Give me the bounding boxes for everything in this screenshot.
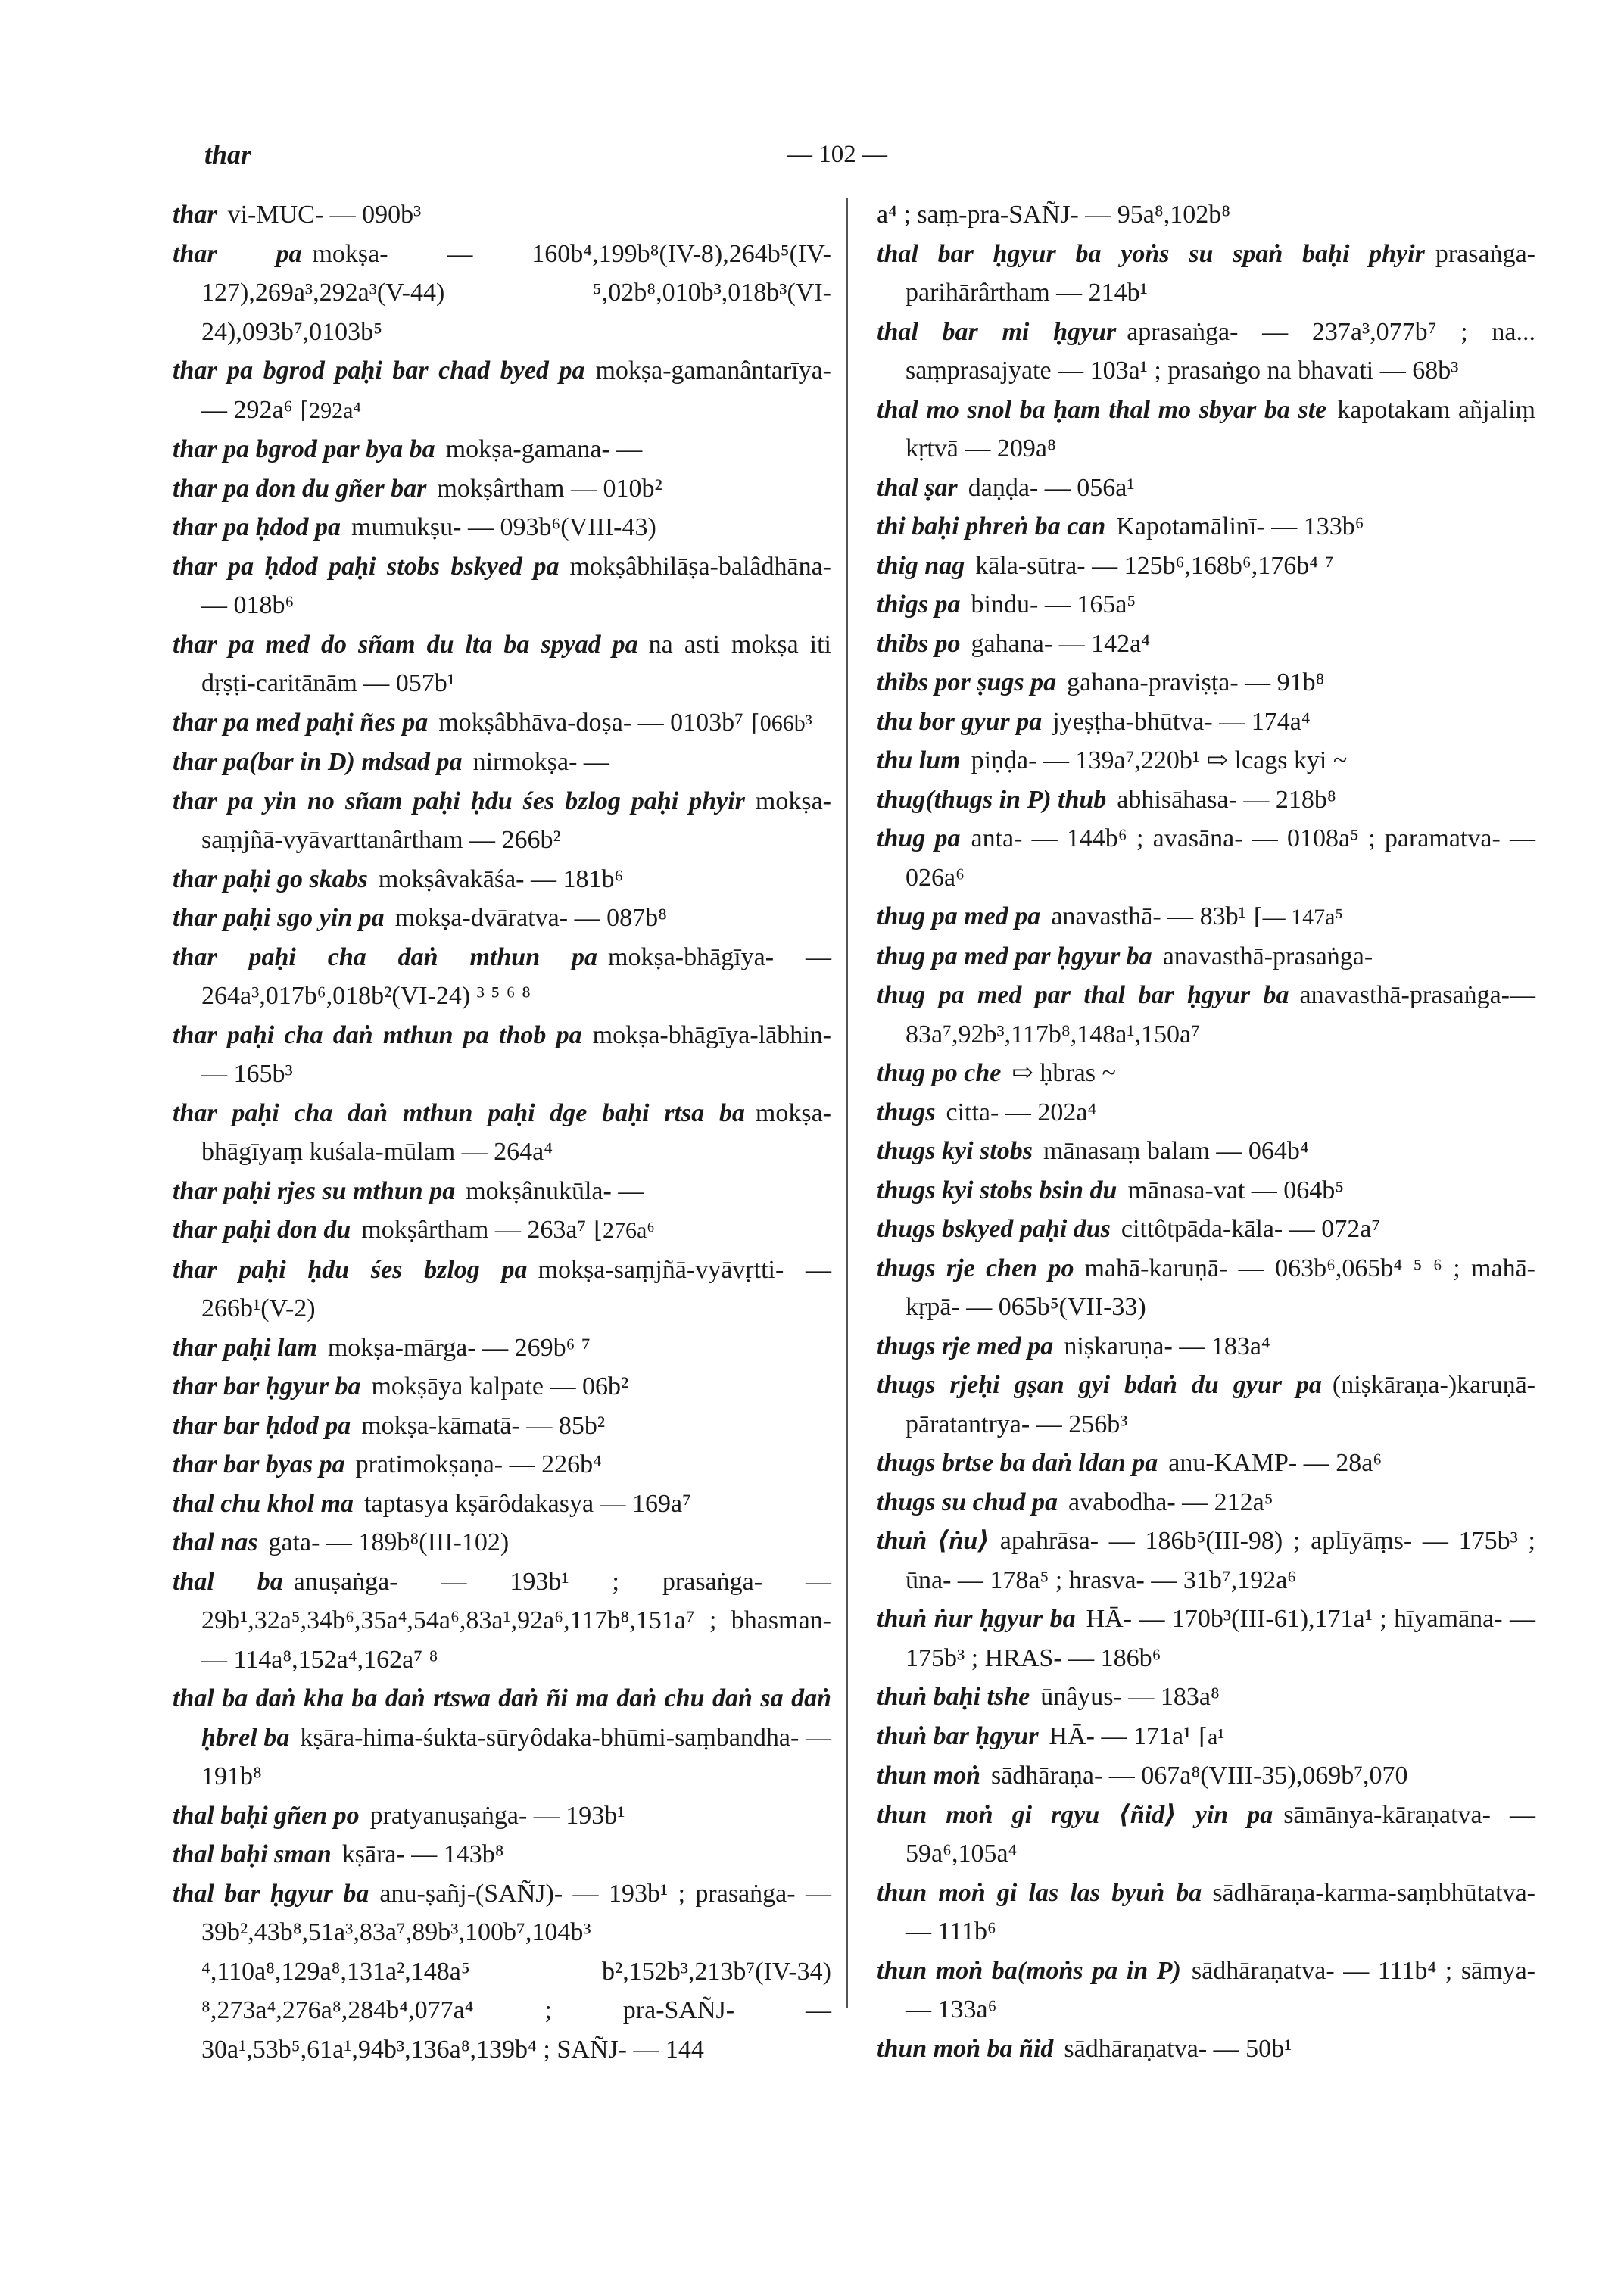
entry-gloss: daṇḍa- — 056a¹: [968, 473, 1135, 502]
entry-headword: thar pa bgrod paḥi bar chad byed pa: [173, 357, 585, 385]
entry-gloss: mokṣârtham — 010b²: [437, 474, 662, 503]
dictionary-entry: [877, 741, 1535, 780]
entry-headword: thar bar byas pa: [173, 1450, 345, 1478]
entry-headword: thug pa med pa: [877, 902, 1041, 930]
entry-gloss: aprasaṅga- — 237a³,077b⁷ ; na... saṃprasajyate — 103a¹ ; prasaṅgo na bhavati — 68b³: [906, 317, 1535, 385]
margin-reference: ⌈292a⁴: [300, 397, 361, 423]
entry-headword: thar paḥi cha daṅ mthun paḥi dge baḥi rtsa ba: [173, 1098, 745, 1127]
entry-headword: thug(thugs in P) thub: [877, 785, 1107, 814]
dictionary-entry: [173, 1367, 831, 1407]
entry-gloss: prasaṅga-parihārârtham — 214b¹: [906, 239, 1535, 307]
dictionary-entry: [877, 1327, 1535, 1366]
entry-gloss: Kapotamālinī- — 133b⁶: [1116, 512, 1364, 541]
entry-headword: thar pa don du gñer bar: [173, 474, 427, 503]
dictionary-entry: [877, 1522, 1535, 1600]
dictionary-entry: [173, 1796, 831, 1836]
dictionary-entry: [877, 1483, 1535, 1522]
entry-headword: thal mo snol ba ḥam thal mo sbyar ba ste: [877, 395, 1327, 424]
dictionary-entry: [173, 743, 831, 782]
left-column: [173, 195, 831, 2069]
dictionary-entry: [877, 1717, 1535, 1757]
entry-headword: thar pa bgrod par bya ba: [173, 435, 435, 463]
dictionary-entry: [173, 782, 831, 860]
entry-gloss: sāmānya-kāraṇatva- — 59a⁶,105a⁴: [906, 1800, 1535, 1868]
entry-gloss: anta- — 144b⁶ ; avasāna- — 0108a⁵ ; paramatva- — 026a⁶: [906, 824, 1535, 892]
entry-headword: thugs kyi stobs: [877, 1137, 1033, 1165]
entry-gloss: sādhāraṇa-karma-saṃbhūtatva- — 111b⁶: [906, 1878, 1535, 1946]
dictionary-entry: [877, 1444, 1535, 1483]
entry-gloss: anuṣaṅga- — 193b¹ ; prasaṅga- — 29b¹,32a⁵,34b⁶,35a⁴,54a⁶,83a¹,92a⁶,117b⁸,151a⁷ ; bhasman- — 114a⁸,152a⁴,162a⁷ ⁸: [201, 1567, 831, 1674]
entry-headword: thal bar ḥgyur ba yoṅs su spaṅ baḥi phyir: [877, 239, 1425, 268]
entry-gloss: niṣkaruṇa- — 183a⁴: [1064, 1332, 1270, 1360]
entry-gloss: mānasa-vat — 064b⁵: [1127, 1176, 1345, 1204]
entry-headword: thugs bskyed paḥi dus: [877, 1215, 1111, 1243]
entry-gloss: anu-ṣañj-(SAÑJ)- — 193b¹ ; prasaṅga- — 39b²,43b⁸,51a³,83a⁷,89b³,100b⁷,104b³ ⁴,110a⁸,129a⁸,131a²,148a⁵ b²,152b³,213b⁷(IV-34) ⁸,273a⁴,276a⁸,284b⁴,077a⁴ ; pra-SAÑJ- — 30a¹,53b⁵,61a¹,94b³,136a⁸,139b⁴ ; SAÑJ- — 144: [201, 1879, 831, 2064]
entry-gloss: mokṣa- — 160b⁴,199b⁸(IV-8),264b⁵(IV-127),269a³,292a³(V-44) ⁵,02b⁸,010b³,018b³(VI-24),093b⁷,0103b⁵: [201, 239, 831, 346]
dictionary-entry: [877, 391, 1535, 469]
entry-gloss: anavasthā-prasaṅga-— 83a⁷,92b³,117b⁸,148a¹,150a⁷: [906, 981, 1535, 1048]
entry-headword: thugs su chud pa: [877, 1488, 1058, 1516]
dictionary-entry: [877, 1756, 1535, 1796]
dictionary-entry: [173, 1523, 831, 1562]
dictionary-entry: [173, 430, 831, 469]
dictionary-entry: [173, 1329, 831, 1368]
entry-headword: thar paḥi don du: [173, 1216, 351, 1244]
entry-gloss: kapotakam añjaliṃ kṛtvā — 209a⁸: [906, 395, 1535, 463]
dictionary-entry: [877, 547, 1535, 586]
entry-gloss: mumukṣu- — 093b⁶(VIII-43): [351, 513, 656, 541]
entry-headword: thal baḥi sman: [173, 1840, 332, 1868]
entry-gloss: gahana- — 142a⁴: [971, 629, 1151, 658]
dictionary-entry: [877, 2030, 1535, 2069]
entry-headword: thug pa med par thal bar ḥgyur ba: [877, 981, 1289, 1009]
entry-headword: thal nas: [173, 1528, 258, 1556]
entry-gloss: mokṣânukūla- —: [466, 1176, 644, 1205]
entry-headword: thu lum: [877, 746, 961, 774]
entry-gloss: citta- — 202a⁴: [946, 1098, 1097, 1126]
entry-gloss: mānasaṃ balam — 064b⁴: [1043, 1137, 1309, 1165]
entry-headword: thug pa med par ḥgyur ba: [877, 942, 1152, 970]
entry-gloss: (niṣkāraṇa-)karuṇā-pāratantrya- — 256b³: [906, 1371, 1535, 1438]
entry-headword: thar paḥi go skabs: [173, 865, 368, 893]
entry-headword: thar bar ḥdod pa: [173, 1411, 351, 1440]
dictionary-entry: [173, 1835, 831, 1874]
dictionary-entry: [877, 819, 1535, 897]
dictionary-entry: [173, 1210, 831, 1251]
entry-gloss: mokṣa-bhāgīya- — 264a³,017b⁶,018b²(VI-24) ³ ⁵ ⁶ ⁸: [201, 942, 831, 1010]
entry-headword: thal ṣar: [877, 473, 958, 502]
entry-gloss: mokṣâbhilāṣa-balâdhāna- — 018b⁶: [201, 552, 831, 619]
margin-reference: ⌈066b³: [751, 710, 812, 736]
dictionary-entry: [173, 195, 831, 235]
dictionary-entry: [173, 860, 831, 899]
entry-gloss: kṣāra- — 143b⁸: [341, 1840, 504, 1868]
dictionary-entry: [877, 937, 1535, 977]
dictionary-entry: [173, 938, 831, 1016]
entry-gloss: apahrāsa- — 186b⁵(III-98) ; aplīyāṃs- — 175b³ ; ūna- — 178a⁵ ; hrasva- — 31b⁷,192a⁶: [906, 1527, 1536, 1594]
page-number: — 102 —: [787, 141, 887, 168]
entry-headword: thi baḥi phreṅ ba can: [877, 512, 1106, 541]
entry-headword: thugs kyi stobs bsin du: [877, 1176, 1117, 1204]
dictionary-entry: [173, 703, 831, 743]
dictionary-entry: [173, 1874, 831, 2070]
dictionary-entry: [877, 1874, 1535, 1952]
dictionary-entry: [877, 469, 1535, 508]
dictionary-entry: [173, 1094, 831, 1172]
entry-gloss: gahana-praviṣṭa- — 91b⁸: [1067, 668, 1325, 696]
dictionary-entry: [877, 1093, 1535, 1132]
entry-gloss: HĀ- — 170b³(III-61),171a¹ ; hīyamāna- — 175b³ ; HRAS- — 186b⁶: [906, 1605, 1535, 1672]
dictionary-entry: [173, 1016, 831, 1094]
entry-headword: thar pa(bar in D) mdsad pa: [173, 748, 463, 776]
dictionary-entry: [877, 780, 1535, 820]
entry-gloss: sādhāraṇatva- — 111b⁴ ; sāmya- — 133a⁶: [906, 1956, 1535, 2024]
entry-gloss: pratyanuṣaṅga- — 193b¹: [369, 1801, 625, 1830]
entry-gloss: taptasya kṣārôdakasya — 169a⁷: [364, 1489, 692, 1518]
dictionary-entry: [877, 976, 1535, 1054]
dictionary-entry: [173, 469, 831, 509]
entry-headword: thun moṅ: [877, 1762, 981, 1790]
entry-headword: thal bar mi ḥgyur: [877, 317, 1117, 346]
dictionary-entry: [877, 1366, 1535, 1444]
entry-gloss: cittôtpāda-kāla- — 072a⁷: [1121, 1215, 1381, 1243]
margin-reference: ⌈a¹: [1199, 1724, 1225, 1749]
entry-headword: thar paḥi ḥdu śes bzlog pa: [173, 1255, 528, 1284]
entry-gloss: mokṣa-kāmatā- — 85b²: [361, 1411, 606, 1440]
dictionary-entry: [877, 507, 1535, 547]
dictionary-entry: [877, 585, 1535, 625]
column-divider: [846, 198, 848, 2008]
entry-headword: thugs: [877, 1098, 936, 1126]
entry-gloss: a⁴ ; saṃ-pra-SAÑJ- — 95a⁸,102b⁸: [877, 201, 1231, 229]
entry-gloss: mokṣāya kalpate — 06b²: [371, 1372, 629, 1400]
dictionary-entry: [877, 1796, 1535, 1874]
entry-headword: thigs pa: [877, 590, 961, 618]
entry-gloss: ⇨ ḥbras ~: [1011, 1059, 1116, 1087]
entry-headword: thal chu khol ma: [173, 1489, 354, 1518]
dictionary-entry: [877, 1210, 1535, 1249]
dictionary-entry: [173, 1407, 831, 1446]
running-head: thar: [204, 139, 252, 170]
entry-gloss: pratimokṣaṇa- — 226b⁴: [355, 1450, 602, 1478]
entry-headword: thar pa yin no sñam paḥi ḥdu śes bzlog paḥi phyir: [173, 787, 745, 815]
dictionary-entry: [877, 1600, 1535, 1678]
dictionary-entry: [877, 313, 1535, 391]
entry-gloss: anavasthā-prasaṅga-: [1162, 942, 1373, 970]
entry-gloss: bindu- — 165a⁵: [971, 590, 1136, 618]
dictionary-entry: [877, 1171, 1535, 1210]
entry-headword: thar: [173, 201, 217, 229]
dictionary-entry: [173, 1251, 831, 1329]
entry-gloss: sādhāraṇa- — 067a⁸(VIII-35),069b⁷,070: [991, 1762, 1408, 1790]
entry-headword: thibs por ṣugs pa: [877, 668, 1057, 696]
entry-headword: thugs rje chen po: [877, 1254, 1074, 1282]
entry-headword: thugs rjeḥi gṣan gyi bdaṅ du gyur pa: [877, 1371, 1322, 1399]
entry-gloss: mokṣa-saṃjñā-vyāvarttanârtham — 266b²: [201, 787, 831, 854]
dictionary-entry: [877, 1952, 1535, 2030]
entry-headword: thugs rje med pa: [877, 1332, 1054, 1360]
entry-gloss: mokṣârtham — 263a⁷: [361, 1216, 587, 1244]
entry-gloss: mokṣa-bhāgīya-lābhin- — 165b³: [201, 1020, 831, 1088]
entry-headword: thun moṅ gi las las byuṅ ba: [877, 1878, 1202, 1907]
dictionary-entry: [877, 625, 1535, 664]
dictionary-entry: [173, 235, 831, 352]
entry-headword: thal ba daṅ kha ba daṅ rtswa daṅ ñi ma daṅ chu daṅ sa daṅ ḥbrel ba: [173, 1684, 831, 1752]
entry-headword: thar pa: [173, 239, 302, 268]
entry-gloss: mokṣa-bhāgīyaṃ kuśala-mūlam — 264a⁴: [201, 1098, 831, 1166]
entry-headword: thun moṅ ba ñid: [877, 2034, 1054, 2063]
dictionary-entry: [173, 547, 831, 625]
entry-gloss: anu-KAMP- — 28a⁶: [1168, 1449, 1382, 1477]
entry-headword: thuṅ baḥi tshe: [877, 1683, 1030, 1711]
entry-gloss: mokṣa-gamana- —: [445, 435, 643, 463]
entry-gloss: gata- — 189b⁸(III-102): [268, 1528, 510, 1556]
entry-gloss: anavasthā- — 83b¹: [1051, 902, 1246, 930]
dictionary-entry: [877, 897, 1535, 937]
dictionary-entry: [173, 1562, 831, 1680]
entry-gloss: ūnâyus- — 183a⁸: [1040, 1683, 1220, 1711]
entry-headword: thar pa med do sñam du lta ba spyad pa: [173, 630, 638, 659]
dictionary-entry: [877, 703, 1535, 742]
dictionary-entry: [173, 1445, 831, 1485]
dictionary-entry: [877, 1132, 1535, 1171]
dictionary-entry: [173, 625, 831, 703]
entry-headword: thar paḥi lam: [173, 1333, 317, 1362]
dictionary-entry: [173, 1485, 831, 1524]
dictionary-entry: [877, 1249, 1535, 1327]
margin-reference: ⌊276a⁶: [594, 1218, 655, 1243]
entry-headword: thar bar ḥgyur ba: [173, 1372, 361, 1400]
entry-gloss: mokṣa-saṃjñā-vyāvṛtti- — 266b¹(V-2): [201, 1255, 831, 1323]
entry-gloss: avabodha- — 212a⁵: [1068, 1488, 1273, 1516]
entry-gloss: kāla-sūtra- — 125b⁶,168b⁶,176b⁴ ⁷: [975, 551, 1334, 580]
entry-headword: thun moṅ gi rgyu ⟨ñid⟩ yin pa: [877, 1800, 1273, 1829]
entry-gloss: mokṣa-gamanântarīya- — 292a⁶: [201, 357, 831, 424]
entry-gloss: HĀ- — 171a¹: [1049, 1721, 1192, 1750]
entry-gloss: mokṣâvakāśa- — 181b⁶: [378, 865, 624, 893]
dictionary-entry: [877, 195, 1535, 235]
margin-reference: ⌈— 147a⁵: [1253, 905, 1343, 930]
dictionary-entry: [173, 899, 831, 938]
entry-headword: thar paḥi rjes su mthun pa: [173, 1176, 456, 1205]
entry-gloss: jyeṣṭha-bhūtva- — 174a⁴: [1052, 707, 1311, 736]
entry-gloss: mokṣa-dvāratva- — 087b⁸: [394, 904, 667, 932]
entry-headword: thar paḥi sgo yin pa: [173, 904, 385, 932]
entry-gloss: mokṣâbhāva-doṣa- — 0103b⁷: [438, 708, 743, 737]
entry-headword: thuṅ ⟨ṅu⟩: [877, 1527, 990, 1555]
entry-headword: thug po che: [877, 1059, 1002, 1087]
entry-gloss: mokṣa-mārga- — 269b⁶ ⁷: [327, 1333, 591, 1362]
entry-gloss: nirmokṣa- —: [472, 748, 609, 776]
entry-headword: thar paḥi cha daṅ mthun pa: [173, 942, 598, 971]
entry-gloss: mahā-karuṇā- — 063b⁶,065b⁴ ⁵ ⁶ ; mahā-kṛpā- — 065b⁵(VII-33): [906, 1254, 1535, 1321]
entry-gloss: sādhāraṇatva- — 50b¹: [1064, 2034, 1292, 2063]
entry-gloss: na asti mokṣa iti dṛṣṭi-caritānām — 057b¹: [201, 630, 831, 697]
dictionary-entry: [877, 663, 1535, 703]
entry-headword: thal baḥi gñen po: [173, 1801, 360, 1830]
right-column: [877, 195, 1535, 2068]
entry-headword: thar paḥi cha daṅ mthun pa thob pa: [173, 1020, 582, 1049]
entry-headword: thibs po: [877, 629, 961, 658]
entry-headword: thuṅ bar ḥgyur: [877, 1721, 1039, 1750]
entry-headword: thun moṅ ba(moṅs pa in P): [877, 1956, 1181, 1985]
entry-gloss: abhisāhasa- — 218b⁸: [1117, 785, 1336, 814]
dictionary-entry: [173, 1172, 831, 1211]
dictionary-entry: [173, 351, 831, 430]
entry-headword: thugs brtse ba daṅ ldan pa: [877, 1449, 1158, 1477]
dictionary-entry: [173, 508, 831, 547]
dictionary-entry: [877, 1054, 1535, 1093]
dictionary-entry: [877, 235, 1535, 313]
dictionary-entry: [173, 1679, 831, 1796]
entry-headword: thar pa ḥdod pa: [173, 513, 341, 541]
entry-headword: thu bor gyur pa: [877, 707, 1043, 736]
dictionary-entry: [877, 1678, 1535, 1717]
entry-headword: thug pa: [877, 824, 961, 852]
entry-headword: thar pa ḥdod paḥi stobs bskyed pa: [173, 552, 560, 581]
entry-gloss: piṇḍa- — 139a⁷,220b¹ ⇨ lcags kyi ~: [971, 746, 1348, 774]
entry-headword: thal bar ḥgyur ba: [173, 1879, 369, 1908]
entry-headword: thal ba: [173, 1567, 283, 1596]
entry-headword: thar pa med paḥi ñes pa: [173, 708, 429, 737]
entry-gloss: vi-MUC- — 090b³: [227, 201, 422, 229]
entry-headword: thuṅ ṅur ḥgyur ba: [877, 1605, 1076, 1633]
entry-headword: thig nag: [877, 551, 965, 580]
entry-gloss: kṣāra-hima-śukta-sūryôdaka-bhūmi-saṃbandha- — 191b⁸: [201, 1723, 831, 1790]
